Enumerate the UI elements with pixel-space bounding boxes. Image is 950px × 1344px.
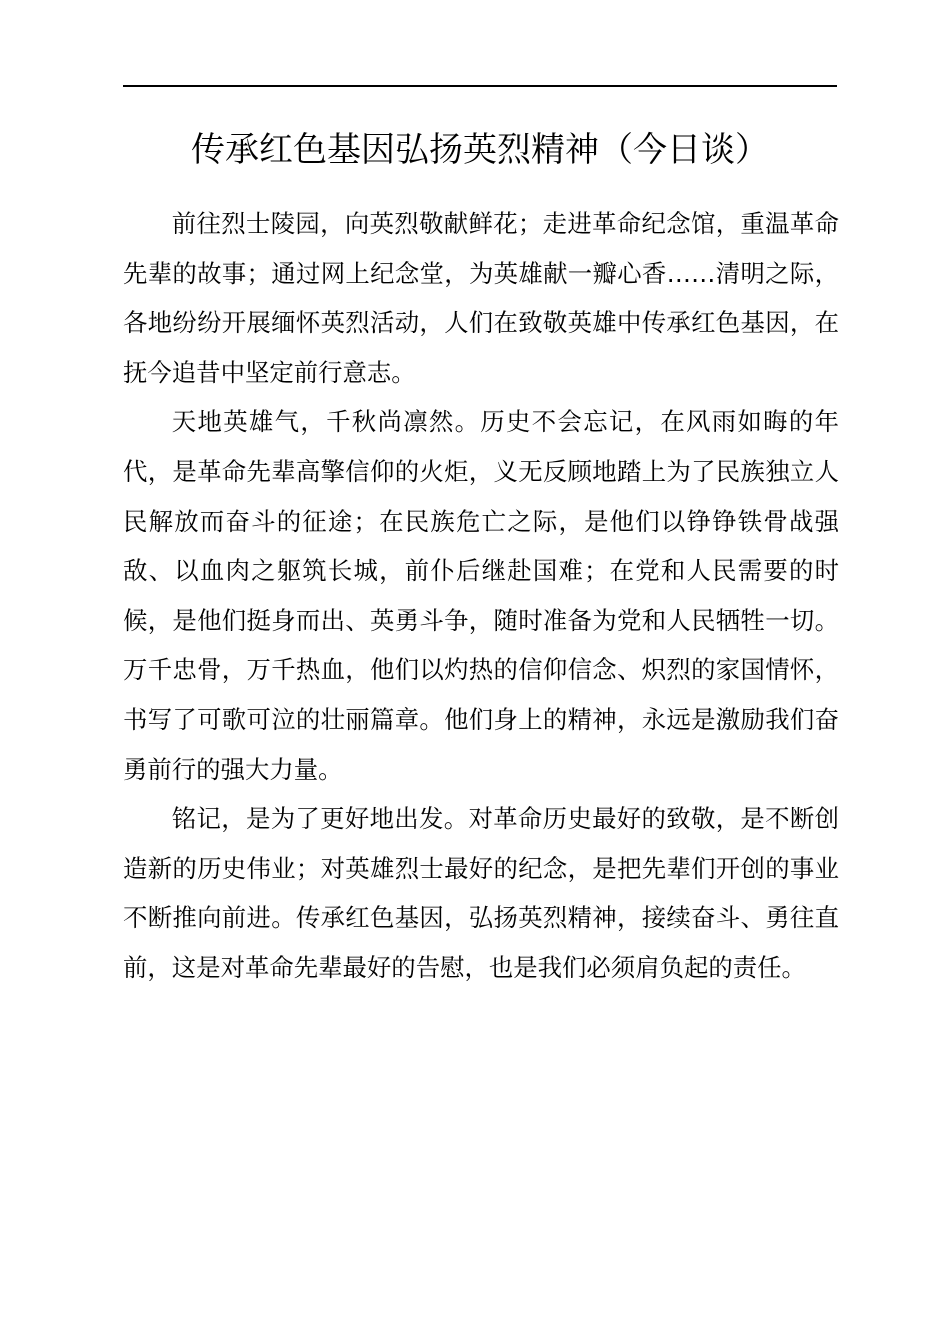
paragraph-1: 前往烈士陵园，向英烈敬献鲜花；走进革命纪念馆，重温革命先辈的故事；通过网上纪念堂，为英雄献一瓣心香……清明之际，各地纷纷开展缅怀英烈活动，人们在致敬英雄中传承红色基因，在抚今追昔中坚定前行意志。 [123,209,839,387]
article-body [123,199,839,993]
paragraph-2: 天地英雄气，千秋尚凛然。历史不会忘记，在风雨如晦的年代，是革命先辈高擎信仰的火炬，义无反顾地踏上为了民族独立人民解放而奋斗的征途；在民族危亡之际，是他们以铮铮铁骨战强敌、以血肉之躯筑长城，前仆后继赴国难；在党和人民需要的时候，是他们挺身而出、英勇斗争，随时准备为党和人民牺牲一切。万千忠骨，万千热血，他们以灼热的信仰信念、炽烈的家国情怀，书写了可歌可泣的壮丽篇章。他们身上的精神，永远是激励我们奋勇前行的强大力量。 [123,407,839,784]
article-title: 传承红色基因弘扬英烈精神（今日谈） [191,130,769,170]
header-rule [123,85,837,87]
paragraph-3: 铭记，是为了更好地出发。对革命历史最好的致敬，是不断创造新的历史伟业；对英雄烈士最好的纪念，是把先辈们开创的事业不断推向前进。传承红色基因，弘扬英烈精神，接续奋斗、勇往直前，这是对革命先辈最好的告慰，也是我们必须肩负起的责任。 [123,804,839,982]
